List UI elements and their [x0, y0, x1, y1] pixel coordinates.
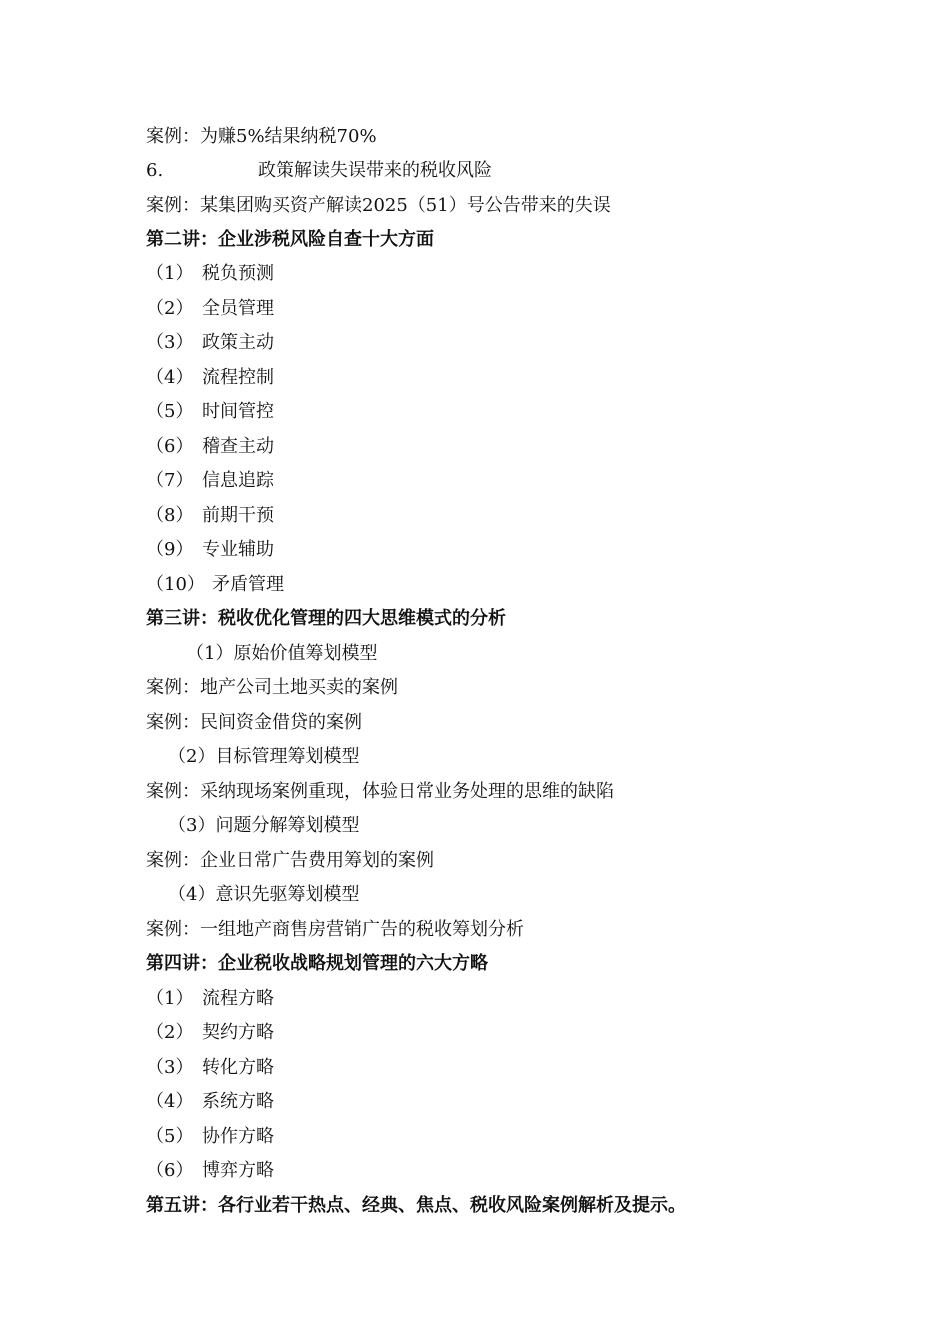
item-text: 前期干预: [202, 505, 274, 526]
item-number: （1）: [146, 988, 194, 1009]
item-number: （5）: [146, 401, 194, 422]
item-text: 契约方略: [202, 1022, 274, 1043]
item-number: （9）: [146, 539, 194, 560]
item-number: （3）: [146, 332, 194, 353]
list-item: [146, 1122, 274, 1152]
case-line: 案例：民间资金借贷的案例: [146, 712, 362, 733]
item-text: 系统方略: [202, 1091, 274, 1112]
model-title: （4）意识先驱筹划模型: [168, 884, 360, 905]
case-line: 案例：为赚5%结果纳税70%: [146, 126, 377, 147]
model-title: （3）问题分解筹划模型: [168, 815, 360, 836]
list-item: [146, 294, 274, 324]
case-line: 案例：企业日常广告费用筹划的案例: [146, 850, 434, 871]
list-item: [146, 1018, 274, 1048]
list-item: [146, 501, 274, 531]
list-item: [146, 466, 274, 496]
item-text: 流程方略: [202, 988, 274, 1009]
list-item: [146, 432, 274, 462]
item-text: 稽查主动: [202, 436, 274, 457]
lecture-4-heading: 第四讲：企业税收战略规划管理的六大方略: [146, 953, 488, 974]
item-text: 协作方略: [202, 1126, 274, 1147]
list-item: [146, 1087, 274, 1117]
item-number: （1）: [146, 263, 194, 284]
list-item: [146, 1156, 274, 1186]
list-item: [146, 328, 274, 358]
lecture-2-heading: 第二讲：企业涉税风险自查十大方面: [146, 229, 434, 250]
case-line: 案例：地产公司土地买卖的案例: [146, 677, 398, 698]
item-number: （8）: [146, 505, 194, 526]
item-text: 转化方略: [202, 1057, 274, 1078]
item-text: 税负预测: [202, 263, 274, 284]
item-number: （6）: [146, 436, 194, 457]
list-item: [146, 363, 274, 393]
list-item: [146, 570, 284, 600]
lecture-5-heading: 第五讲：各行业若干热点、经典、焦点、税收风险案例解析及提示。: [146, 1195, 686, 1216]
model-title: （1）原始价值筹划模型: [186, 643, 378, 664]
item-text: 政策解读失误带来的税收风险: [258, 160, 492, 181]
item-text: 博弈方略: [202, 1160, 274, 1181]
item-text: 流程控制: [202, 367, 274, 388]
item-number: 6.: [146, 160, 164, 181]
item-number: （7）: [146, 470, 194, 491]
item-number: （2）: [146, 1022, 194, 1043]
item-number: （4）: [146, 367, 194, 388]
model-title: （2）目标管理筹划模型: [168, 746, 360, 767]
item-number: （5）: [146, 1126, 194, 1147]
item-text: 信息追踪: [202, 470, 274, 491]
case-line: 案例：某集团购买资产解读2025（51）号公告带来的失误: [146, 195, 611, 216]
list-item: [146, 1053, 274, 1083]
item-text: 时间管控: [202, 401, 274, 422]
item-number: （6）: [146, 1160, 194, 1181]
item-number: （10）: [146, 574, 205, 595]
list-item: [146, 397, 274, 427]
lecture-3-heading: 第三讲：税收优化管理的四大思维模式的分析: [146, 608, 506, 629]
case-line: 案例：采纳现场案例重现，体验日常业务处理的思维的缺陷: [146, 781, 614, 802]
item-text: 矛盾管理: [212, 574, 284, 595]
case-line: 案例：一组地产商售房营销广告的税收筹划分析: [146, 919, 524, 940]
numbered-item: [146, 156, 492, 186]
item-text: 全员管理: [202, 298, 274, 319]
item-text: 政策主动: [202, 332, 274, 353]
list-item: [146, 259, 274, 289]
item-number: （3）: [146, 1057, 194, 1078]
item-number: （2）: [146, 298, 194, 319]
list-item: [146, 535, 274, 565]
item-number: （4）: [146, 1091, 194, 1112]
item-text: 专业辅助: [202, 539, 274, 560]
list-item: [146, 984, 274, 1014]
